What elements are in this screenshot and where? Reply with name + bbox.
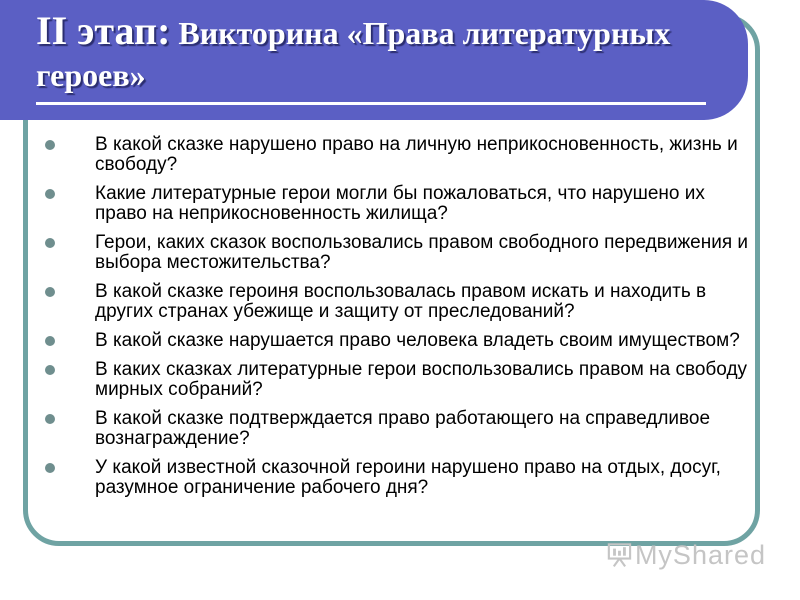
list-item <box>42 360 754 400</box>
list-item <box>42 409 754 449</box>
question-text: В какой сказке подтверждается право работающего на справедливое вознаграждение? <box>95 408 711 449</box>
bullet-icon <box>45 287 55 297</box>
bullet-icon <box>45 238 55 248</box>
title-underline <box>36 102 706 105</box>
title-stage: II этап: <box>36 8 171 53</box>
slide-title <box>36 10 726 96</box>
question-text: Герои, каких сказок воспользовались правом свободного передвижения и выбора местожительства? <box>95 232 749 273</box>
bullet-icon <box>45 336 55 346</box>
list-item <box>42 233 754 273</box>
question-text: В какой сказке нарушено право на личную неприкосновенность, жизнь и свободу? <box>95 134 738 175</box>
list-item <box>42 184 754 224</box>
title-rest: Викторина «Права литературных героев» <box>36 15 671 93</box>
bullet-icon <box>45 414 55 424</box>
watermark <box>606 535 766 575</box>
question-text: Какие литературные герои могли бы пожаловаться, что нарушено их право на неприкосновенность жилища? <box>95 183 705 224</box>
list-item <box>42 331 754 351</box>
presentation-board-icon <box>606 537 633 573</box>
question-text: У какой известной сказочной героини нарушено право на отдых, досуг, разумное ограничение рабочего дня? <box>95 457 721 498</box>
question-text: В каких сказках литературные герои воспользовались правом на свободу мирных собраний? <box>95 359 748 400</box>
bullet-icon <box>45 463 55 473</box>
bullet-icon <box>45 365 55 375</box>
question-text: В какой сказке героиня воспользовалась правом искать и находить в других странах убежище и защиту от преследований? <box>95 281 707 322</box>
bullet-icon <box>45 140 55 150</box>
question-text: В какой сказке нарушается право человека владеть своим имуществом? <box>95 330 740 351</box>
list-item <box>42 458 754 498</box>
question-list <box>42 135 754 507</box>
bullet-icon <box>45 189 55 199</box>
list-item <box>42 135 754 175</box>
watermark-text: MyShared <box>634 539 766 570</box>
list-item <box>42 282 754 322</box>
title-band <box>0 0 748 120</box>
